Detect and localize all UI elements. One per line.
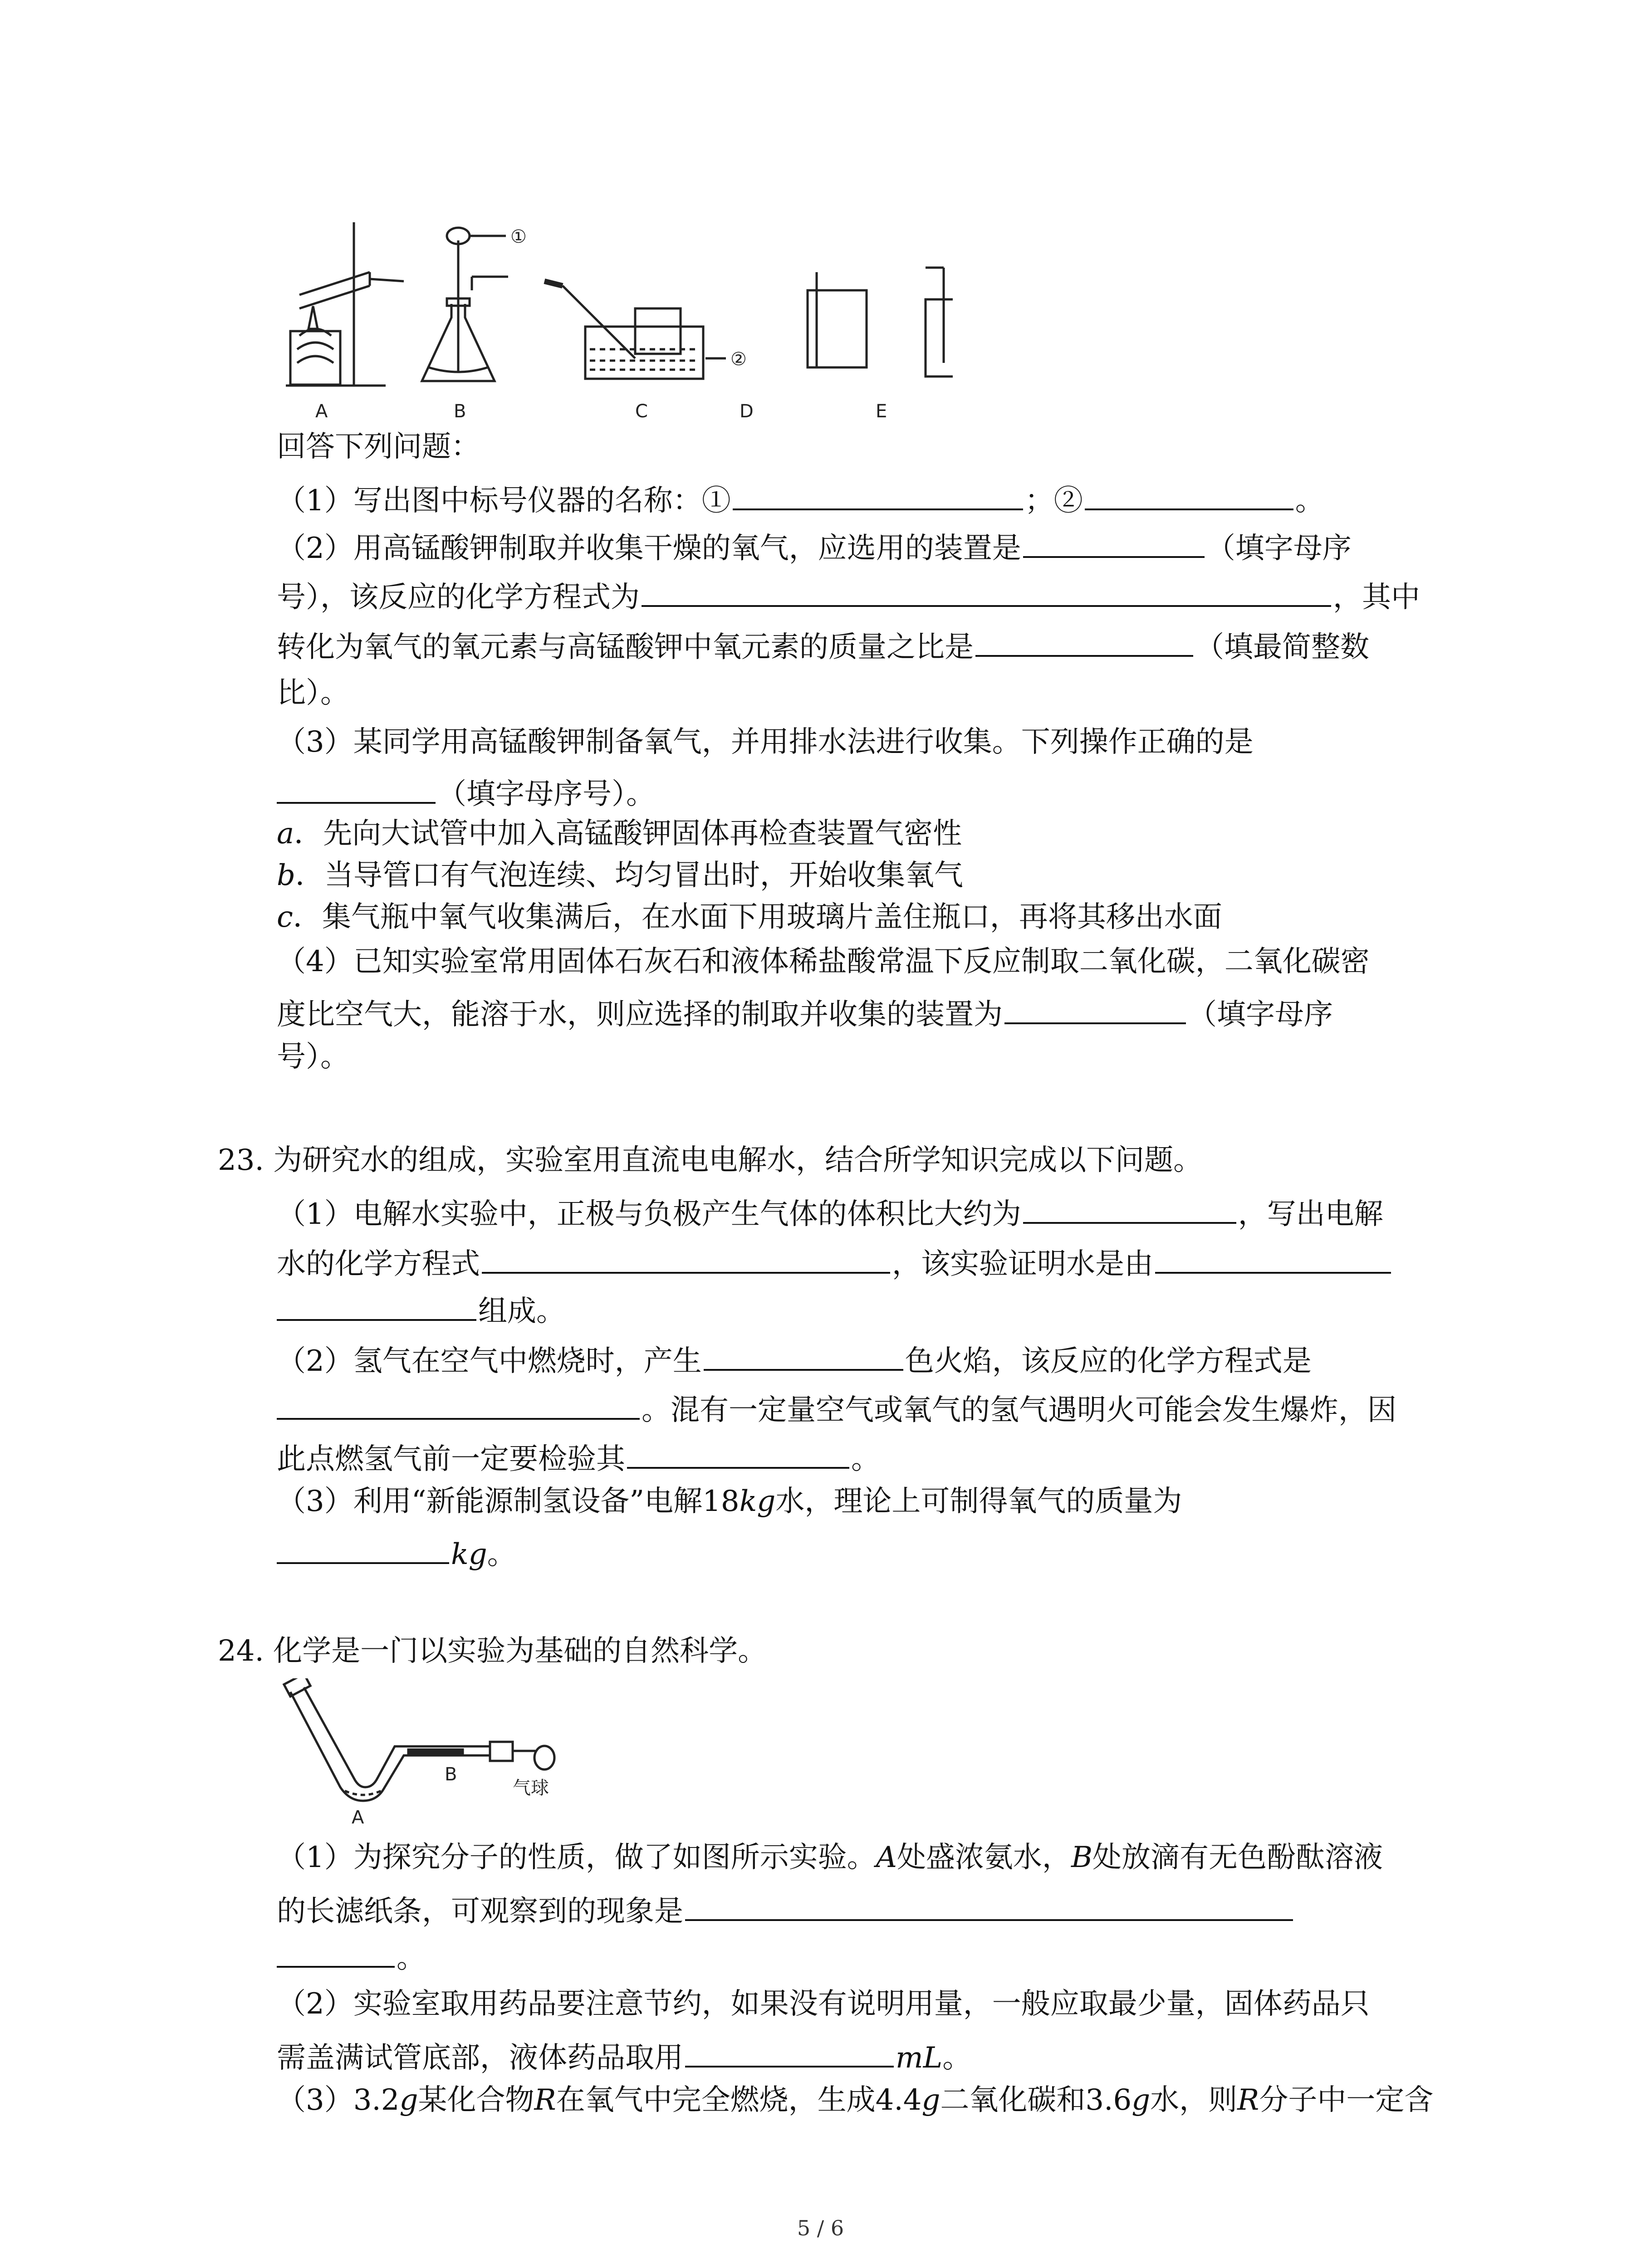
label: R (1237, 2083, 1259, 2117)
text: 二氧化碳和3.6 (940, 2083, 1132, 2117)
text: （1）为探究分子的性质，做了如图所示实验。 (277, 1841, 876, 1874)
figure-label-balloon: 气球 (513, 1778, 549, 1799)
figure-label-e: E (876, 401, 887, 422)
answer-blank-purity[interactable] (627, 1437, 849, 1469)
text: 24. 化学是一门以实验为基础的自然科学。 (218, 1634, 767, 1668)
answer-blank-instrument-1[interactable] (733, 479, 1023, 510)
q23-part1-line1 (277, 1192, 1383, 1232)
text: （3）3.2 (277, 2083, 400, 2117)
figure-label-b: B (445, 1764, 457, 1785)
q24-part2-line2 (277, 2036, 971, 2076)
text: （2）氢气在空气中燃烧时，产生 (277, 1344, 702, 1378)
text: ．先向大试管中加入高锰酸钾固体再检查装置气密性 (294, 817, 962, 850)
q22-intro-text: 回答下列问题： (277, 430, 480, 464)
text: 处放滴有无色酚酞溶液 (1092, 1841, 1383, 1874)
text: ；② (1024, 484, 1083, 518)
q23-part2-line2 (277, 1388, 1396, 1428)
text: 。 (1295, 484, 1324, 518)
q24-part3-line1 (277, 2082, 1433, 2118)
q22-part2-line1 (277, 526, 1352, 567)
unit: g (921, 2083, 941, 2117)
q22-option-a (277, 816, 962, 852)
q22-part4-line1 (277, 943, 1370, 980)
q22-intro (277, 429, 480, 465)
text: 比）。 (277, 676, 349, 710)
option-letter: a (277, 817, 294, 850)
answer-blank-composition-cont[interactable] (277, 1289, 476, 1321)
text: 号）。 (277, 1040, 349, 1074)
q23-part1-line3 (277, 1289, 565, 1330)
text: 。混有一定量空气或氧气的氢气遇明火可能会发生爆炸，因 (642, 1393, 1396, 1427)
option-letter: b (277, 859, 295, 892)
answer-blank-volume-ratio[interactable] (1023, 1192, 1236, 1224)
answer-blank-phenomenon[interactable] (685, 1889, 1293, 1921)
text: 水，理论上可制得氧气的质量为 (775, 1485, 1182, 1518)
text: 23. 为研究水的组成，实验室用直流电电解水，结合所学知识完成以下问题。 (218, 1144, 1203, 1177)
answer-blank-mass-ratio[interactable] (975, 625, 1193, 657)
text: 处盛浓氨水， (896, 1841, 1071, 1874)
q22-part4-line2 (277, 992, 1333, 1033)
q22-part4-line3 (277, 1039, 349, 1075)
unit: mL (896, 2041, 943, 2075)
text: 。 (487, 1538, 516, 1571)
text: 的长滤纸条，可观察到的现象是 (277, 1895, 683, 1928)
label: R (534, 2083, 556, 2117)
text: 色火焰，该反应的化学方程式是 (905, 1344, 1312, 1378)
figure-marker-1: ① (510, 226, 527, 247)
q24-part1-line3 (277, 1936, 426, 1976)
answer-blank-co2-device[interactable] (1004, 992, 1186, 1024)
label: A (876, 1841, 897, 1874)
text: 此点燃氢气前一定要检验其 (277, 1442, 625, 1476)
unit: g (399, 2083, 418, 2117)
answer-blank-composition[interactable] (1155, 1242, 1391, 1274)
figure-label-d: D (740, 401, 754, 422)
text: （2）实验室取用药品要注意节约，如果没有说明用量，一般应取最少量，固体药品只 (277, 1987, 1370, 2021)
text: 需盖满试管底部，液体药品取用 (277, 2041, 683, 2075)
answer-blank-liquid-volume[interactable] (685, 2036, 894, 2068)
q22-part2-line2 (277, 575, 1420, 616)
answer-blank-flame-color[interactable] (704, 1339, 903, 1371)
unit: kg (739, 1485, 776, 1518)
text: 。 (397, 1941, 426, 1975)
text: ．集气瓶中氧气收集满后，在水面下用玻璃片盖住瓶口，再将其移出水面 (293, 900, 1222, 934)
page-number: 5 / 6 (797, 2216, 844, 2240)
text: ，写出电解 (1238, 1198, 1383, 1231)
text: 转化为氧气的氧元素与高锰酸钾中氧元素的质量之比是 (277, 631, 974, 664)
q22-part3-line1 (277, 724, 1254, 760)
figure-label-b: B (454, 401, 466, 422)
q22-part3-line2 (277, 772, 655, 812)
text: 分子中一定含 (1259, 2083, 1434, 2117)
option-letter: c (277, 900, 293, 934)
q22-part1 (277, 479, 1324, 519)
text: （1）电解水实验中，正极与负极产生气体的体积比大约为 (277, 1198, 1021, 1231)
text: 。 (851, 1442, 880, 1476)
text: 。 (942, 2041, 972, 2075)
q23-part1-line2 (277, 1242, 1393, 1282)
q23-part2-line3 (277, 1437, 880, 1477)
text: ．当导管口有气泡连续、均匀冒出时，开始收集氧气 (295, 859, 963, 892)
figure-label-a: A (315, 401, 328, 422)
text: （填最简整数 (1195, 631, 1369, 664)
figure-label-c: C (635, 401, 648, 422)
q23-part3-line1 (277, 1483, 1182, 1520)
text: ，其中 (1333, 581, 1420, 614)
text: 号），该反应的化学方程式为 (277, 581, 640, 614)
text: 在氧气中完全燃烧，生成4.4 (556, 2083, 922, 2117)
answer-blank-electrolysis-equation[interactable] (482, 1242, 890, 1274)
q23-title (218, 1142, 1202, 1178)
unit: kg (451, 1538, 487, 1571)
answer-blank-phenomenon-cont[interactable] (277, 1936, 395, 1968)
q24-title (218, 1633, 767, 1669)
text: （填字母序 (1188, 998, 1333, 1031)
apparatus-figure (272, 213, 953, 431)
text: 水，则 (1150, 2083, 1238, 2117)
q23-part3-line2 (277, 1532, 516, 1573)
q23-part2-line1 (277, 1339, 1312, 1379)
text: ，该实验证明水是由 (892, 1247, 1153, 1281)
label: B (1071, 1841, 1092, 1874)
q24-part1-line1 (277, 1839, 1383, 1876)
q22-option-b (277, 857, 963, 894)
q22-option-c (277, 899, 1222, 935)
text: 某化合物 (418, 2083, 534, 2117)
q22-part2-line3 (277, 625, 1369, 665)
text: （1）写出图中标号仪器的名称：① (277, 484, 731, 518)
ammonia-tube-figure (272, 1678, 581, 1828)
answer-blank-instrument-2[interactable] (1085, 479, 1293, 510)
text: （填字母序 (1206, 532, 1352, 565)
text: （3）某同学用高锰酸钾制备氧气，并用排水法进行收集。下列操作正确的是 (277, 725, 1254, 759)
q24-part1-line2 (277, 1889, 1295, 1930)
text: （填字母序号）。 (437, 777, 655, 811)
answer-blank-operation[interactable] (277, 772, 436, 804)
text: 水的化学方程式 (277, 1247, 480, 1281)
q24-part2-line1 (277, 1986, 1370, 2022)
answer-blank-equation[interactable] (642, 575, 1331, 607)
text: 组成。 (478, 1295, 565, 1328)
text: （4）已知实验室常用固体石灰石和液体稀盐酸常温下反应制取二氧化碳，二氧化碳密 (277, 945, 1370, 978)
answer-blank-oxygen-mass[interactable] (277, 1532, 449, 1564)
q22-part2-line4 (277, 675, 349, 711)
answer-blank-device[interactable] (1023, 526, 1205, 558)
text: （3）利用“新能源制氢设备”电解18 (277, 1485, 740, 1518)
unit: g (1132, 2083, 1151, 2117)
text: 度比空气大，能溶于水，则应选择的制取并收集的装置为 (277, 998, 1003, 1031)
figure-label-a: A (352, 1807, 364, 1828)
answer-blank-combustion-equation[interactable] (277, 1388, 640, 1420)
text: （2）用高锰酸钾制取并收集干燥的氧气，应选用的装置是 (277, 532, 1021, 565)
figure-marker-2: ② (730, 349, 747, 370)
